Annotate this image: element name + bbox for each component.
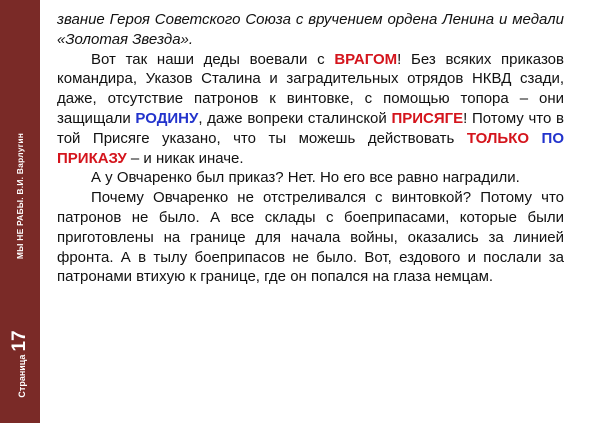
text-segment: ! Потому что в той Присяге указано, что ты можешь действовать [57, 109, 564, 147]
page-number: 17 [9, 330, 30, 352]
text-body [57, 10, 564, 287]
highlight-by: ПО [541, 129, 564, 147]
paragraph-3: А у Овчаренко был приказ? Нет. Но его все равно наградили. [91, 169, 520, 187]
page-label: Страница [17, 354, 27, 398]
highlight-oath: ПРИСЯГЕ [391, 109, 464, 127]
paragraph-4: Почему Овчаренко не отстреливался с винтовкой? Потому что патронов не было. А все склады с боеприпасами, которые были приготовлены на границе для начала войны, оказались за линией фронта. А в тылу боеприпасов не было. Вот, ездового и послали за патронами втихую к границе, где он попался на глаза немцам. [57, 189, 564, 286]
text-segment: , даже вопреки сталинской [198, 109, 392, 127]
highlight-motherland: РОДИНУ [135, 109, 199, 127]
sidebar [0, 0, 40, 423]
paragraph-1: звание Героя Советского Союза с вручением ордена Ленина и медали «Золотая Звезда». [57, 11, 564, 48]
paragraph-2 [57, 50, 564, 169]
text-segment: Вот так наши деды воевали с [91, 50, 335, 68]
highlight-enemy: ВРАГОМ [334, 50, 398, 68]
page-indicator [9, 330, 31, 397]
highlight-only: ТОЛЬКО [466, 129, 530, 147]
text-segment: ! Без всяких приказов командира, Указов Сталина и заградительных отрядов НКВД сзади, даже, отсутствие патронов к винтовке, с помощью топора – они защищали [57, 50, 564, 127]
highlight-order: ПРИКАЗУ [57, 149, 127, 167]
text-segment: – и никак иначе. [126, 149, 244, 167]
book-title: МЫ НЕ РАБЫ. В.И. Варлугин [15, 132, 25, 260]
